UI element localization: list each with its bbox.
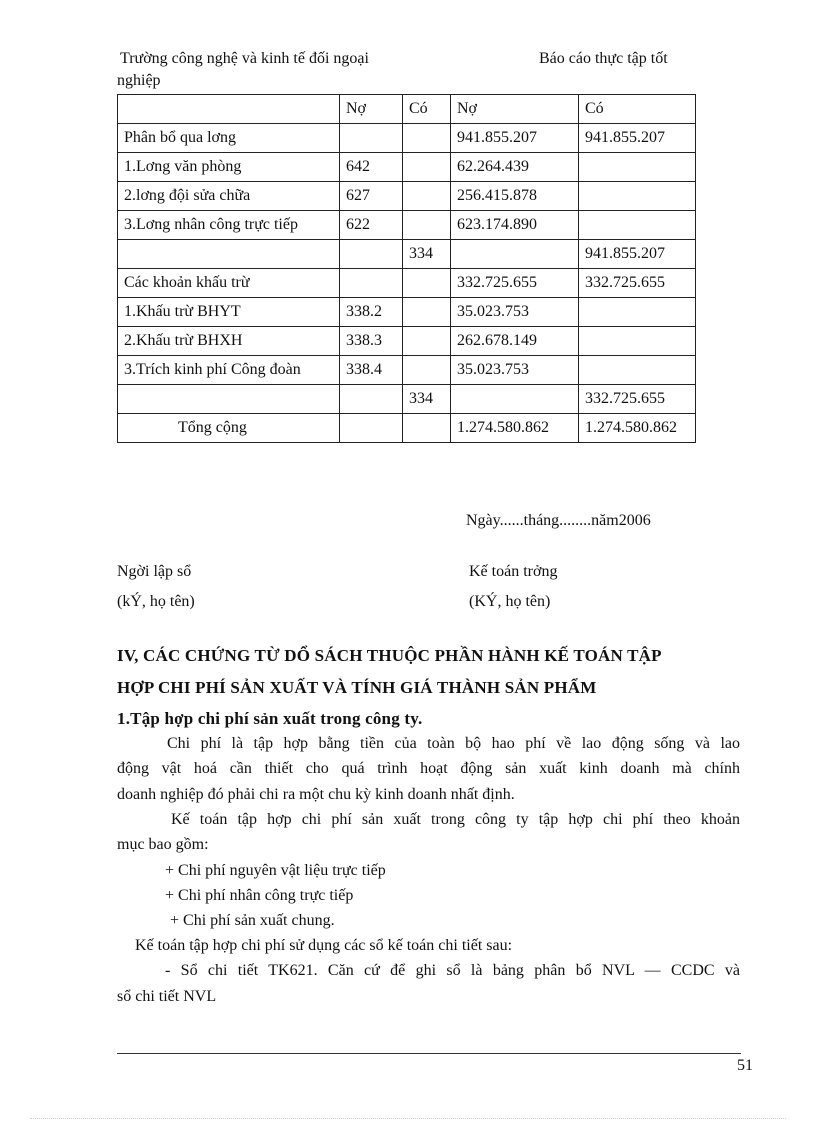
- para2-line2: mục bao gồm:: [117, 836, 209, 853]
- para1-line2: động vật hoá cần thiết cho quá trình hoạt động sản xuất kinh doanh mà chính: [117, 760, 740, 777]
- table-cell: [403, 211, 451, 240]
- table-row: [118, 269, 696, 298]
- section-title-line1: IV, CÁC CHỨNG TỪ DỔ SÁCH THUỘC PHẦN HÀNH KẾ TOÁN TẬP: [117, 646, 662, 665]
- table-cell: [403, 356, 451, 385]
- table-cell: 338.3: [340, 327, 403, 356]
- table-cell: Phân bổ qua lơng: [118, 124, 340, 153]
- table-header-cell: Có: [403, 95, 451, 124]
- para3: Kế toán tập hợp chi phí sử dụng các sổ kế toán chi tiết sau:: [135, 937, 513, 954]
- section-title-line2: HỢP CHI PHÍ SẢN XUẤT VÀ TÍNH GIÁ THÀNH SẢN PHẨM: [117, 678, 597, 697]
- table-cell: 1.Lơng văn phòng: [118, 153, 340, 182]
- table-cell: 1.274.580.862: [451, 414, 579, 443]
- table-cell: [403, 153, 451, 182]
- table-cell: 2.lơng đội sửa chữa: [118, 182, 340, 211]
- table-cell: 332.725.655: [579, 385, 696, 414]
- table-cell: Các khoản khấu trừ: [118, 269, 340, 298]
- table-cell: 332.725.655: [579, 269, 696, 298]
- preparer-title: Ngời lập sổ: [117, 563, 192, 580]
- table-row: [118, 414, 696, 443]
- table-row: [118, 153, 696, 182]
- para1-line3: doanh nghiệp đó phải chi ra một chu kỳ kinh doanh nhất định.: [117, 786, 515, 803]
- header-school: Trường công nghệ và kinh tế đối ngoại: [120, 50, 369, 67]
- table-cell: Tổng cộng: [118, 414, 340, 443]
- table-header-cell: Có: [579, 95, 696, 124]
- table-row: [118, 182, 696, 211]
- table-cell: [451, 240, 579, 269]
- preparer-note: (kÝ, họ tên): [117, 593, 195, 610]
- table-row: [118, 124, 696, 153]
- table-cell: [118, 385, 340, 414]
- table-cell: [579, 153, 696, 182]
- date-line: Ngày......tháng........năm2006: [466, 512, 651, 529]
- table-cell: 623.174.890: [451, 211, 579, 240]
- chief-accountant-title: Kế toán trởng: [469, 563, 558, 580]
- header-wrap: nghiệp: [117, 72, 161, 89]
- table-cell: [403, 327, 451, 356]
- para4-line1: - Sổ chi tiết TK621. Căn cứ để ghi sổ là bảng phân bổ NVL — CCDC và: [165, 962, 740, 979]
- table-cell: [340, 240, 403, 269]
- table-cell: [340, 385, 403, 414]
- table-cell: 2.Khấu trừ BHXH: [118, 327, 340, 356]
- table-cell: 941.855.207: [579, 240, 696, 269]
- para1-line1: Chi phí là tập hợp bằng tiền của toàn bộ hao phí về lao động sống và lao: [167, 735, 740, 752]
- table-row: [118, 385, 696, 414]
- table-cell: 338.2: [340, 298, 403, 327]
- table-cell: 941.855.207: [579, 124, 696, 153]
- table-cell: [579, 211, 696, 240]
- table-cell: 622: [340, 211, 403, 240]
- table-cell: 262.678.149: [451, 327, 579, 356]
- para2-line1: Kế toán tập hợp chi phí sản xuất trong công ty tập hợp chi phí theo khoản: [171, 811, 740, 828]
- table-cell: 1.Khấu trừ BHYT: [118, 298, 340, 327]
- table-cell: [579, 298, 696, 327]
- table-cell: [403, 182, 451, 211]
- table-row: [118, 298, 696, 327]
- table-cell: [340, 269, 403, 298]
- para4-line2: sổ chi tiết NVL: [117, 988, 217, 1005]
- table-cell: [579, 356, 696, 385]
- table-cell: 3.Trích kinh phí Công đoàn: [118, 356, 340, 385]
- table-cell: 627: [340, 182, 403, 211]
- list-item: + Chi phí nguyên vật liệu trực tiếp: [165, 862, 386, 879]
- table-row: [118, 211, 696, 240]
- table-header-cell: Nợ: [340, 95, 403, 124]
- table-cell: [403, 269, 451, 298]
- table-header-cell: [118, 95, 340, 124]
- table-cell: 332.725.655: [451, 269, 579, 298]
- table-cell: 35.023.753: [451, 298, 579, 327]
- table-cell: [403, 298, 451, 327]
- table-cell: 62.264.439: [451, 153, 579, 182]
- table-cell: 3.Lơng nhân công trực tiếp: [118, 211, 340, 240]
- table-cell: 338.4: [340, 356, 403, 385]
- list-item: + Chi phí sản xuất chung.: [170, 912, 335, 929]
- table-cell: 256.415.878: [451, 182, 579, 211]
- table-header-cell: Nợ: [451, 95, 579, 124]
- table-cell: 35.023.753: [451, 356, 579, 385]
- ledger-body: [118, 95, 696, 443]
- table-cell: [451, 385, 579, 414]
- header-report: Báo cáo thực tập tốt: [539, 50, 668, 67]
- table-row: [118, 356, 696, 385]
- table-row: [118, 240, 696, 269]
- table-cell: [340, 414, 403, 443]
- page-number: 51: [737, 1057, 753, 1074]
- table-cell: [403, 414, 451, 443]
- table-cell: 1.274.580.862: [579, 414, 696, 443]
- table-cell: [579, 327, 696, 356]
- table-cell: [118, 240, 340, 269]
- page-bottom-dots: [30, 1118, 786, 1119]
- table-cell: [340, 124, 403, 153]
- table-row: [118, 327, 696, 356]
- list-item: + Chi phí nhân công trực tiếp: [165, 887, 354, 904]
- table-cell: 941.855.207: [451, 124, 579, 153]
- footer-rule: [117, 1053, 741, 1054]
- ledger-table: [117, 94, 696, 443]
- chief-accountant-note: (KÝ, họ tên): [469, 593, 551, 610]
- table-cell: 642: [340, 153, 403, 182]
- table-cell: 334: [403, 240, 451, 269]
- table-header-row: [118, 95, 696, 124]
- subsection-title: 1.Tập hợp chi phí sản xuất trong công ty.: [117, 709, 423, 728]
- table-cell: 334: [403, 385, 451, 414]
- table-cell: [403, 124, 451, 153]
- table-cell: [579, 182, 696, 211]
